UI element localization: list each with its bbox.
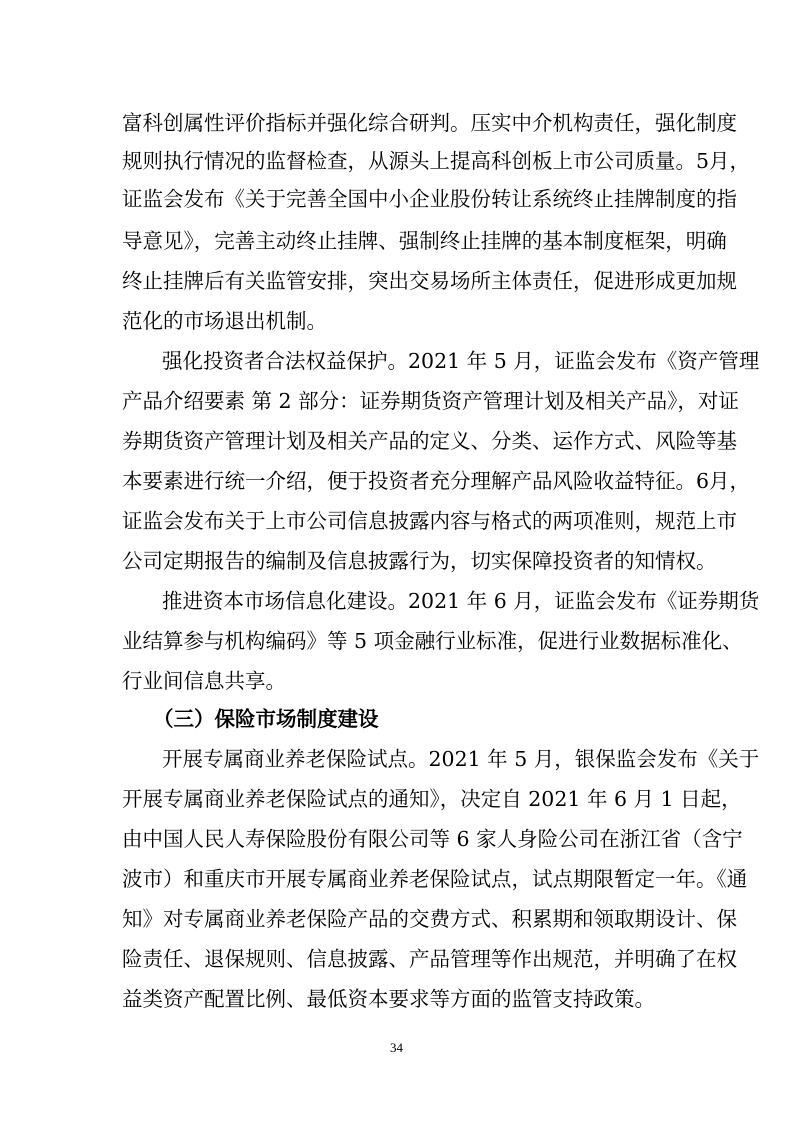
paragraph-2-line-5: 证监会发布关于上市公司信息披露内容与格式的两项准则，规范上市 (122, 509, 737, 533)
paragraph-1-line-4: 导意见》，完善主动终止挂牌、强制终止挂牌的基本制度框架，明确 (122, 229, 727, 253)
paragraph-4-line-4: 波市）和重庆市开展专属商业养老保险试点，试点期限暂定一年。《通 (122, 867, 748, 891)
paragraph-2-line-1: 强化投资者合法权益保护。2021 年 5 月，证监会发布《资产管理 (162, 349, 760, 373)
paragraph-2-line-3: 券期货资产管理计划及相关产品的定义、分类、运作方式、风险等基 (122, 429, 737, 453)
paragraph-4-line-1: 开展专属商业养老保险试点。2021 年 5 月，银保监会发布《关于 (162, 747, 760, 771)
paragraph-2-line-6: 公司定期报告的编制及信息披露行为，切实保障投资者的知情权。 (122, 549, 717, 573)
paragraph-1-line-1: 富科创属性评价指标并强化综合研判。压实中介机构责任，强化制度 (122, 111, 737, 135)
paragraph-1-line-5: 终止挂牌后有关监管安排，突出交易场所主体责任，促进形成更加规 (122, 269, 737, 293)
paragraph-3-line-2: 业结算参与机构编码》等 5 项金融行业标准，促进行业数据标准化、 (122, 629, 743, 653)
paragraph-4-line-3: 由中国人民人寿保险股份有限公司等 6 家人身险公司在浙江省（含宁 (122, 827, 743, 851)
paragraph-3-line-1: 推进资本市场信息化建设。2021 年 6 月，证监会发布《证券期货 (162, 589, 760, 613)
paragraph-4-line-6: 险责任、退保规则、信息披露、产品管理等作出规范，并明确了在权 (122, 947, 737, 971)
paragraph-1-line-2: 规则执行情况的监督检查，从源头上提高科创板上市公司质量。5月， (122, 149, 751, 173)
page-number: 34 (390, 1040, 403, 1055)
section-heading: （三）保险市场制度建设 (153, 707, 379, 731)
paragraph-4-line-7: 益类资产配置比例、最低资本要求等方面的监管支持政策。 (122, 987, 655, 1011)
paragraph-4-line-5: 知》对专属商业养老保险产品的交费方式、积累期和领取期设计、保 (122, 907, 737, 931)
paragraph-4-line-2: 开展专属商业养老保险试点的通知》，决定自 2021 年 6 月 1 日起， (122, 787, 742, 811)
paragraph-1-line-6: 范化的市场退出机制。 (122, 309, 327, 333)
paragraph-1-line-3: 证监会发布《关于完善全国中小企业股份转让系统终止挂牌制度的指 (122, 187, 737, 211)
paragraph-3-line-3: 行业间信息共享。 (122, 669, 286, 693)
paragraph-2-line-4: 本要素进行统一介绍，便于投资者充分理解产品风险收益特征。6月， (122, 469, 751, 493)
paragraph-2-line-2: 产品介绍要素 第 2 部分：证券期货资产管理计划及相关产品》，对证 (122, 389, 739, 413)
